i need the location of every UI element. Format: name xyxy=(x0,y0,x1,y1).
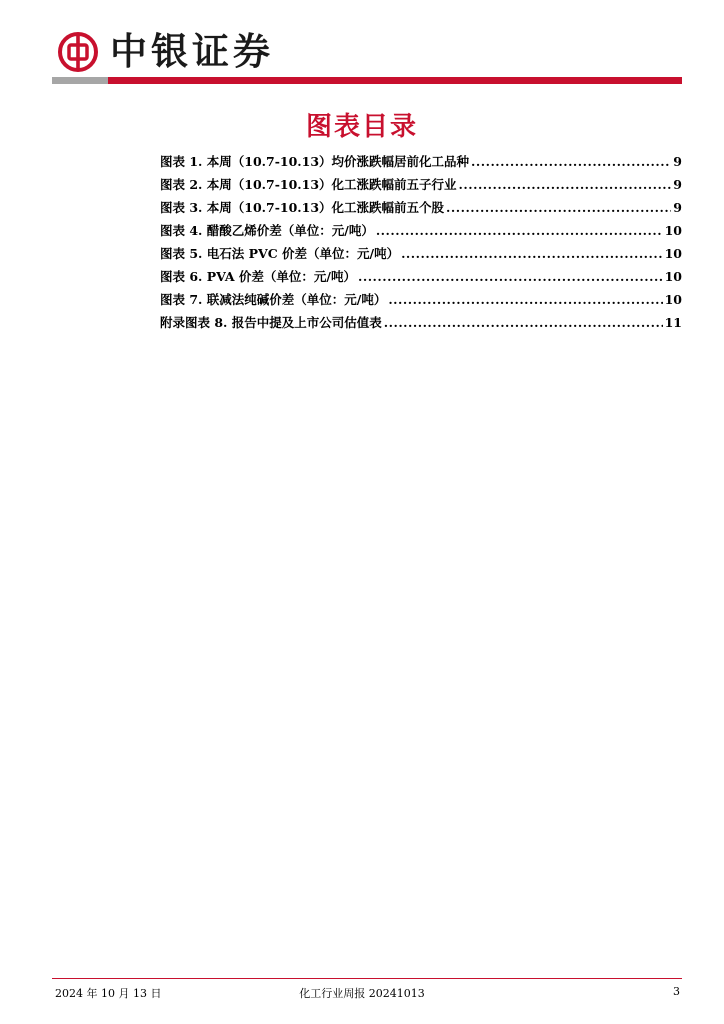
header-rule-red xyxy=(108,77,682,84)
toc-leader-dots xyxy=(459,177,672,192)
toc-item[interactable] xyxy=(160,244,682,267)
toc-item-page: 10 xyxy=(664,269,682,284)
toc-item-label: 图表 7. 联减法纯碱价差（单位：元/吨） xyxy=(160,292,387,307)
toc-item-page: 10 xyxy=(664,292,682,307)
toc-item-label: 图表 4. 醋酸乙烯价差（单位：元/吨） xyxy=(160,223,374,238)
toc-item-page: 11 xyxy=(664,315,682,330)
toc-item[interactable] xyxy=(160,267,682,290)
toc-item-page: 10 xyxy=(664,246,682,261)
toc-item[interactable] xyxy=(160,175,682,198)
toc-leader-dots xyxy=(388,292,662,307)
toc-item[interactable] xyxy=(160,198,682,221)
footer-document-title: 化工行业周报 20241013 xyxy=(299,987,425,1000)
toc-item-label: 图表 2. 本周（10.7-10.13）化工涨跌幅前五子行业 xyxy=(160,177,457,192)
toc-item[interactable] xyxy=(160,152,682,175)
toc-item[interactable] xyxy=(160,221,682,244)
bank-of-china-logo xyxy=(58,32,98,72)
footer-date: 2024 年 10 月 13 日 xyxy=(55,987,162,1000)
toc-item-page: 9 xyxy=(673,154,682,169)
toc-item-label: 图表 6. PVA 价差（单位：元/吨） xyxy=(160,269,356,284)
toc-leader-dots xyxy=(471,154,671,169)
toc-title: 图表目录 xyxy=(305,112,418,142)
toc-leader-dots xyxy=(358,269,663,284)
header-rule-grey xyxy=(52,77,108,84)
toc-item-label: 附录图表 8. 报告中提及上市公司估值表 xyxy=(160,315,382,330)
toc-leader-dots xyxy=(376,223,663,238)
toc-item[interactable] xyxy=(160,290,682,313)
toc-leader-dots xyxy=(384,315,663,330)
toc-item-label: 图表 1. 本周（10.7-10.13）均价涨跌幅居前化工品种 xyxy=(160,154,470,169)
toc-item-page: 9 xyxy=(673,200,682,215)
table-of-contents xyxy=(160,152,682,336)
page-number: 3 xyxy=(673,985,680,998)
toc-item-page: 9 xyxy=(673,177,682,192)
brand-name: 中银证券 xyxy=(110,30,274,73)
toc-item-label: 图表 3. 本周（10.7-10.13）化工涨跌幅前五个股 xyxy=(160,200,445,215)
toc-item-label: 图表 5. 电石法 PVC 价差（单位：元/吨） xyxy=(160,246,400,261)
toc-leader-dots xyxy=(401,246,663,261)
toc-item-page: 10 xyxy=(664,223,682,238)
toc-item[interactable] xyxy=(160,313,682,336)
footer-rule xyxy=(52,978,682,979)
toc-leader-dots xyxy=(446,200,671,215)
